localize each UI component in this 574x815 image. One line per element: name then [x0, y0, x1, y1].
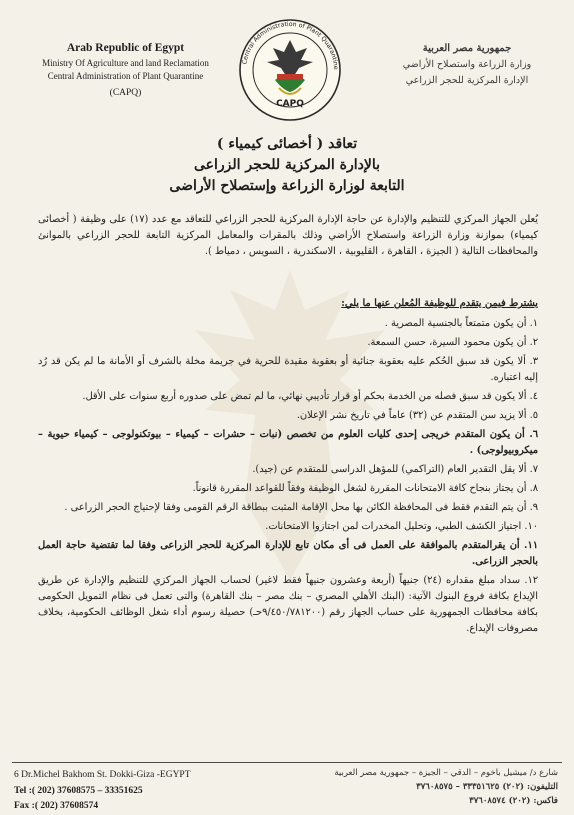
requirement-item: ١٠. اجتياز الكشف الطبي، وتحليل المخدرات لمن اجتازوا الامتحانات. [265, 521, 538, 532]
requirement-item: ٦. أن يكون المتقدم خريجى إحدى كليات العلوم من تخصص (نبات – حشرات – كيمياء – بيوتكنولوجى – كيمياء حيوية – ميكروبيولوجى) . [38, 429, 538, 456]
requirement-item: ١٢. سداد مبلغ مقداره (٢٤) جنيهاً (أربعة وعشرون جنيهاً فقط لاغير) لحساب الجهاز المركزي للتنظيم والإدارة عن طريق الإيداع بكافة فروع البنوك الآتية: (البنك الأهلي المصري – بنك مصر – بنك القاهرة) والتى تعمل فى نظام التمويل الحكومى بكافة محافظات الجمهورية على حساب الجهاز رقم (٩/٤٥٠/٧٨١٢٠٠حـ) حصيلة رسوم أداء شغل الوظائف الحكومية، بخلاف مصروفات الإيداع. [38, 575, 539, 634]
footer-fax: Fax :( 202) 37608574 [14, 801, 99, 811]
ministry-name: Ministry Of Agriculture and land Reclamation [42, 58, 209, 68]
capq-logo [235, 10, 345, 128]
title-line-2: بالإدارة المركزية للحجر الزراعى [193, 157, 380, 173]
country-name: Arab Republic of Egypt [66, 42, 185, 54]
requirement-item: ٢. أن يكون محمود السيرة، حسن السمعة. [367, 337, 538, 348]
ministry-name-ar: وزارة الزراعة واستصلاح الأراضي [402, 59, 532, 70]
requirement-item: ١. أن يكون متمتعاً بالجنسية المصرية . [384, 318, 538, 329]
requirements-list [38, 316, 538, 640]
intro-paragraph: يُعلن الجهاز المركزي للتنظيم والإدارة عن حاجة الإدارة المركزية للحجر الزراعي للتعاقد مع عدد (١٧) على وظيفة ( أخصائى كيمياء) بموازنة وزارة الزراعة واستصلاح الأراضي وذلك بالمقرات والمعامل المركزية التابعة للحجر الزراعي بالموانئ والمحافظات التالية ( الجيزة ، القاهرة ، القليوبية ، الاسكندرية ، السويس ، دمياط ). [38, 214, 538, 257]
announcement-title [60, 134, 514, 197]
requirement-item: ٤. ألا يكون قد سبق فصله من الخدمة بحكم أو قرار تأديبي نهائي، ما لم تمض على صدوره أربع سنوات على الأقل. [82, 391, 538, 402]
header-arabic [382, 40, 552, 89]
requirement-item: ٧. ألا يقل التقدير العام (التراكمي) للمؤهل الدراسى للمتقدم عن (جيد). [252, 464, 538, 475]
footer-phone: Tel :( 202) 37608575 – 33351625 [14, 785, 143, 796]
country-name-ar: جمهورية مصر العربية [422, 43, 512, 54]
footer-arabic [278, 766, 558, 808]
logo-ring-text: Central Administration of Plant Quarantine [241, 20, 340, 70]
footer-fax-ar: فاكس: (٢٠٢) ٣٧٦٠٨٥٧٤ [469, 796, 558, 806]
administration-acronym: (CAPQ) [109, 88, 142, 98]
requirement-item: ٥. ألا يزيد سن المتقدم عن (٣٢) عاماً في تاريخ نشر الإعلان. [296, 410, 538, 421]
footer-phone-ar: التليفون: (٢٠٢) ٣٣٣٥١٦٢٥ – ٣٧٦٠٨٥٧٥ [416, 782, 558, 792]
administration-name-ar: الإدارة المركزية للحجر الزراعي [405, 75, 529, 86]
requirement-item: ٨. أن يجتاز بنجاح كافة الامتحانات المقررة لشغل الوظيفة وفقاً للقواعد المقررة قانوناً. [192, 483, 538, 494]
footer-english [14, 768, 264, 815]
header-english [18, 40, 233, 103]
title-line-1: تعاقد ( أخصائى كيمياء ) [216, 136, 358, 152]
footer-address: 6 Dr.Michel Bakhom St. Dokki-Giza -EGYPT [14, 770, 191, 780]
requirement-item: ١١. أن يقرالمتقدم بالموافقة على العمل فى أى مكان تابع للإدارة المركزية للحجر الزراعى وفقا لما تقتضية حاجة العمل بالحجر الزراعى. [38, 540, 538, 567]
requirement-item: ٣. ألا يكون قد سبق الحُكم عليه بعقوبة جنائية أو بعقوبة مقيدة للحرية في جريمة مخلة بالشرف أو الأمانة ما لم يكن قد رُد إليه اعتباره. [38, 356, 538, 383]
logo-label: CAPQ [276, 99, 304, 109]
title-line-3: التابعة لوزارة الزراعة وإستصلاح الأراضى [169, 178, 405, 194]
administration-name: Central Administration of Plant Quarantine [47, 71, 204, 81]
requirement-item: ٩. أن يتم التقدم فقط فى المحافظة الكائن بها محل الإقامة المثبت ببطاقة الرقم القومى وفقا لإحتياج الحجر الزراعى . [64, 502, 538, 513]
footer-divider [12, 762, 562, 763]
footer-address-ar: شارع د/ ميشيل باخوم – الدقي – الجيزة – جمهورية مصر العربية [334, 768, 558, 778]
requirements-heading: يشترط فيمن يتقدم للوظيفة المُعلن عنها ما يلي: [341, 298, 538, 309]
